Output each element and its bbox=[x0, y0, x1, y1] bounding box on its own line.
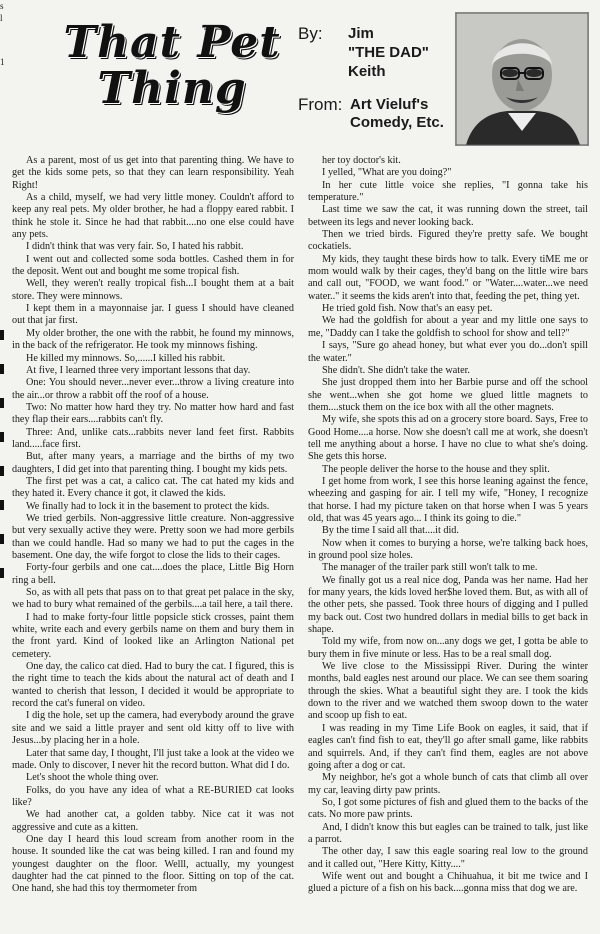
author-portrait-image bbox=[456, 13, 588, 145]
article-paragraph: We had the goldfish for about a year and my little one says to me, "Daddy can I take the goldfish to school for show and tell?" bbox=[308, 315, 588, 339]
from-label: From: bbox=[298, 95, 343, 114]
article-paragraph: And, I didn't know this but eagles can be trained to talk, just like a parrot. bbox=[308, 821, 588, 845]
article-paragraph: As a parent, most of us get into that parenting thing. We have to get the kids some pets, so that they can learn responsibility. Yeah Right! bbox=[12, 155, 294, 191]
article-paragraph: her toy doctor's kit. bbox=[322, 155, 401, 166]
edge-mark: l bbox=[0, 13, 3, 23]
article-paragraph: My neighbor, he's got a whole bunch of cats that climb all over my car, leaving dirty paw prints. bbox=[308, 772, 588, 796]
article-paragraph: Two: No matter how hard they try. No matter how hard and fast they flap their ears....rabbits can't fly. bbox=[12, 401, 294, 426]
author-line: Keith bbox=[348, 63, 386, 80]
article-title bbox=[42, 17, 302, 114]
article-paragraph: Later that same day, I thought, I'll just take a look at the video we made. Only to discover, I never hit the record button. What did I do. bbox=[12, 747, 294, 771]
author-line: "THE DAD" bbox=[348, 44, 429, 61]
author-name bbox=[348, 24, 458, 81]
article-paragraph: We finally had to lock it in the basement to protect the kids. bbox=[26, 500, 270, 512]
article-paragraph: Now when it comes to burying a horse, we're talking back hoes, in ground pool size holes. bbox=[308, 537, 588, 561]
article-paragraph: I says, "Sure go ahead honey, but what ever you do...don't spill the water." bbox=[308, 340, 588, 364]
article-paragraph: One day, the calico cat died. Had to bury the cat. I figured, this is the right time to teach the kids about the natural act of death and I wanted to cherish that lesson, I decided it would be appropriate to record the cat's funeral on video. bbox=[12, 661, 294, 710]
article-paragraph: My wife, she spots this ad on a grocery store board. Says, Free to Good Home....a horse. Now she doesn't call me at work, she doesn't tell me anything about a horse. I have no clue to what she's doing. She gets this horse. bbox=[308, 414, 588, 463]
article-paragraph: The other day, I saw this eagle soaring real low to the ground and it called out, "Here Kitty, Kitty...." bbox=[308, 846, 588, 870]
article-paragraph: I get home from work, I see this horse leaning against the fence, wheezing and gasping for air. I tell my wife, "Honey, I recognize that horse. I had my picture taken on that horse when I was 5 years old, that was 45 years ago... I think its going to die." bbox=[308, 475, 588, 524]
article-paragraph: I had to make forty-four little popsicle stick crosses, paint them white, write each and every gerbils name on them and bury them in the front yard. Kind of looked like an Arlington National pet cemetery. bbox=[12, 611, 294, 660]
binding-mark bbox=[0, 500, 4, 510]
source-line: Comedy, Etc. bbox=[350, 114, 444, 131]
edge-mark: 1 bbox=[0, 57, 5, 67]
article-paragraph: She didn't. She didn't take the water. bbox=[322, 364, 470, 376]
article-paragraph: Three: And, unlike cats...rabbits never land feet first. Rabbits land.....face first. bbox=[12, 426, 294, 450]
article-paragraph: So, as with all pets that pass on to that great pet palace in the sky, we had to bury what remained of the gerbils....a tail here, a tail there. bbox=[12, 587, 294, 611]
article-paragraph: Forty-four gerbils and one cat....does the place, Little Big Horn ring a bell. bbox=[12, 562, 294, 586]
article-paragraph: I kept them in a mayonnaise jar. I guess I should have cleaned out that jar first. bbox=[12, 303, 294, 327]
article-header bbox=[0, 0, 600, 150]
article-paragraph: We tried gerbils. Non-aggressive little creature. Non-aggressive but very sexually active they were. Pretty soon we had more gerbils than we could handle. Had so many we had to put the cages in the basement. One day, the wife forgot to close the lids to their cages. bbox=[12, 512, 294, 561]
by-label: By: bbox=[298, 24, 323, 43]
article-paragraph: She just dropped them into her Barbie purse and off the school she went...when she got home we glued little magnets to them....stuck them on the ice box with all the other magnets. bbox=[308, 377, 588, 413]
article-paragraph: I yelled, "What are you doing?" bbox=[322, 167, 452, 179]
article-column-right bbox=[308, 155, 588, 933]
article-paragraph: Last time we saw the cat, it was running down the street, tail between its legs and never looking back. bbox=[308, 204, 588, 228]
article-paragraph: My kids, they taught these birds how to talk. Every tiME me or mom would walk by their cages, they'd bang on the little wire bars and call out, "FOOD, we want food." or "Water....water...we need water.." it seems the kids aren't into that, feeding the pet, thing yet. bbox=[308, 253, 588, 302]
source-name bbox=[350, 96, 460, 132]
article-paragraph: As a child, myself, we had very little money. Couldn't afford to keep any real pets. My older brother, he had a floppy eared rabbit. I think he stole it. Since he had that rabbit....no one else could have any pets. bbox=[12, 192, 294, 241]
article-column-left bbox=[12, 155, 294, 933]
title-line: Thing bbox=[97, 63, 247, 114]
binding-mark bbox=[0, 364, 4, 374]
article-paragraph: I went out and collected some soda bottles. Cashed them in for the deposit. Went out and bought me some tropical fish. bbox=[12, 253, 294, 278]
author-line: Jim bbox=[348, 25, 374, 42]
source-line: Art Vieluf's bbox=[350, 96, 429, 113]
article-paragraph: Wife went out and bought a Chihuahua, it bit me twice and I glued a picture of a fish on his back....gonna miss that dog we are. bbox=[308, 870, 588, 895]
article-paragraph: Let's shoot the whole thing over. bbox=[26, 772, 159, 784]
article-paragraph: He killed my minnows. So,......I killed his rabbit. bbox=[26, 352, 226, 364]
article-paragraph: We finally got us a real nice dog, Panda was her name. Had her for many years, the kids loved her$he loved them. But, as with all of the other pets, she passed. Took three hours of digging and I pulled my back out. Cost two hundred dollars in medial bills to get back in shape. bbox=[308, 574, 588, 636]
article-paragraph: In her cute little voice she replies, "I gonna take his temperature." bbox=[308, 179, 588, 204]
binding-mark bbox=[0, 466, 4, 476]
article-paragraph: The manager of the trailer park still won't talk to me. bbox=[322, 562, 538, 574]
article-paragraph: Folks, do you have any idea of what a RE-BURIED cat looks like? bbox=[12, 784, 294, 808]
article-paragraph: I dig the hole, set up the camera, had everybody around the grave site and we said a little prayer and sent old kitty off to live with Jesus...by placing her in a hole. bbox=[12, 710, 294, 747]
article-paragraph: One day I heard this loud scream from another room in the house. It sounded like the cat was being killed. I ran and found my youngest daughter on the floor. Welll, actually, my youngest daughter had the cat pinned to the floor. Sitting on top of the cat. One hand, she had this toy thermometer from bbox=[12, 833, 294, 895]
article-paragraph: We had another cat, a golden tabby. Nice cat it was not aggressive and cute as a kitten. bbox=[12, 809, 294, 833]
article-paragraph: Well, they weren't really tropical fish...I bought them at a bait store. They were minnows. bbox=[12, 278, 294, 302]
article-paragraph: At five, I learned three very important lessons that day. bbox=[26, 364, 251, 376]
article-paragraph: The people deliver the horse to the house and they split. bbox=[322, 463, 550, 475]
article-paragraph: The first pet was a cat, a calico cat. The cat hated my kids and they hated it. Every chance it got, it clawed the kids. bbox=[12, 475, 294, 500]
article-paragraph: One: You should never...never ever...throw a living creature into the air...or throw a rabbit off the roof of a house. bbox=[12, 377, 294, 401]
binding-mark bbox=[0, 568, 4, 578]
article-paragraph: I didn't think that was very fair. So, I hated his rabbit. bbox=[26, 241, 244, 253]
article-paragraph: I was reading in my Time Life Book on eagles, it said, that if eagles can't find fish to eat, they'll go after small game, like rabbits and squirrels. And, if they can't find them, eagles are not above going after a dog or cat. bbox=[308, 722, 588, 771]
article-paragraph: But, after many years, a marriage and the births of my two daughters, I did get into that parenting thing. I bought my kids pets. bbox=[12, 451, 294, 475]
article-paragraph: We live close to the Mississippi River. During the winter months, bald eagles nest around our place. We can see them soaring through the skies. What a beautiful sight they are. I took the kids down to the river and we watched them swoop down to the water and scoop up fish to eat. bbox=[308, 661, 588, 722]
author-photo bbox=[455, 12, 589, 146]
article-paragraph: He tried gold fish. Now that's an easy pet. bbox=[322, 303, 493, 315]
binding-marks bbox=[0, 330, 4, 602]
article-paragraph: Then we tried birds. Figured they're pretty safe. We bought cockatiels. bbox=[308, 229, 588, 253]
binding-mark bbox=[0, 432, 4, 442]
article-paragraph: So, I got some pictures of fish and glued them to the backs of the cats. No more paw prints. bbox=[308, 796, 588, 821]
article-paragraph: My older brother, the one with the rabbit, he found my minnows, in the back of the refrigerator. He took my minnows fishing. bbox=[12, 327, 294, 352]
title-line: That Pet bbox=[63, 17, 281, 68]
edge-mark: s bbox=[0, 1, 4, 11]
binding-mark bbox=[0, 330, 4, 340]
binding-mark bbox=[0, 398, 4, 408]
binding-mark bbox=[0, 534, 4, 544]
article-paragraph: Told my wife, from now on...any dogs we get, I gotta be able to bury them in five minute or less. Has to be a real small dog. bbox=[308, 636, 588, 660]
article-paragraph: By the time I said all that....it did. bbox=[322, 525, 459, 537]
